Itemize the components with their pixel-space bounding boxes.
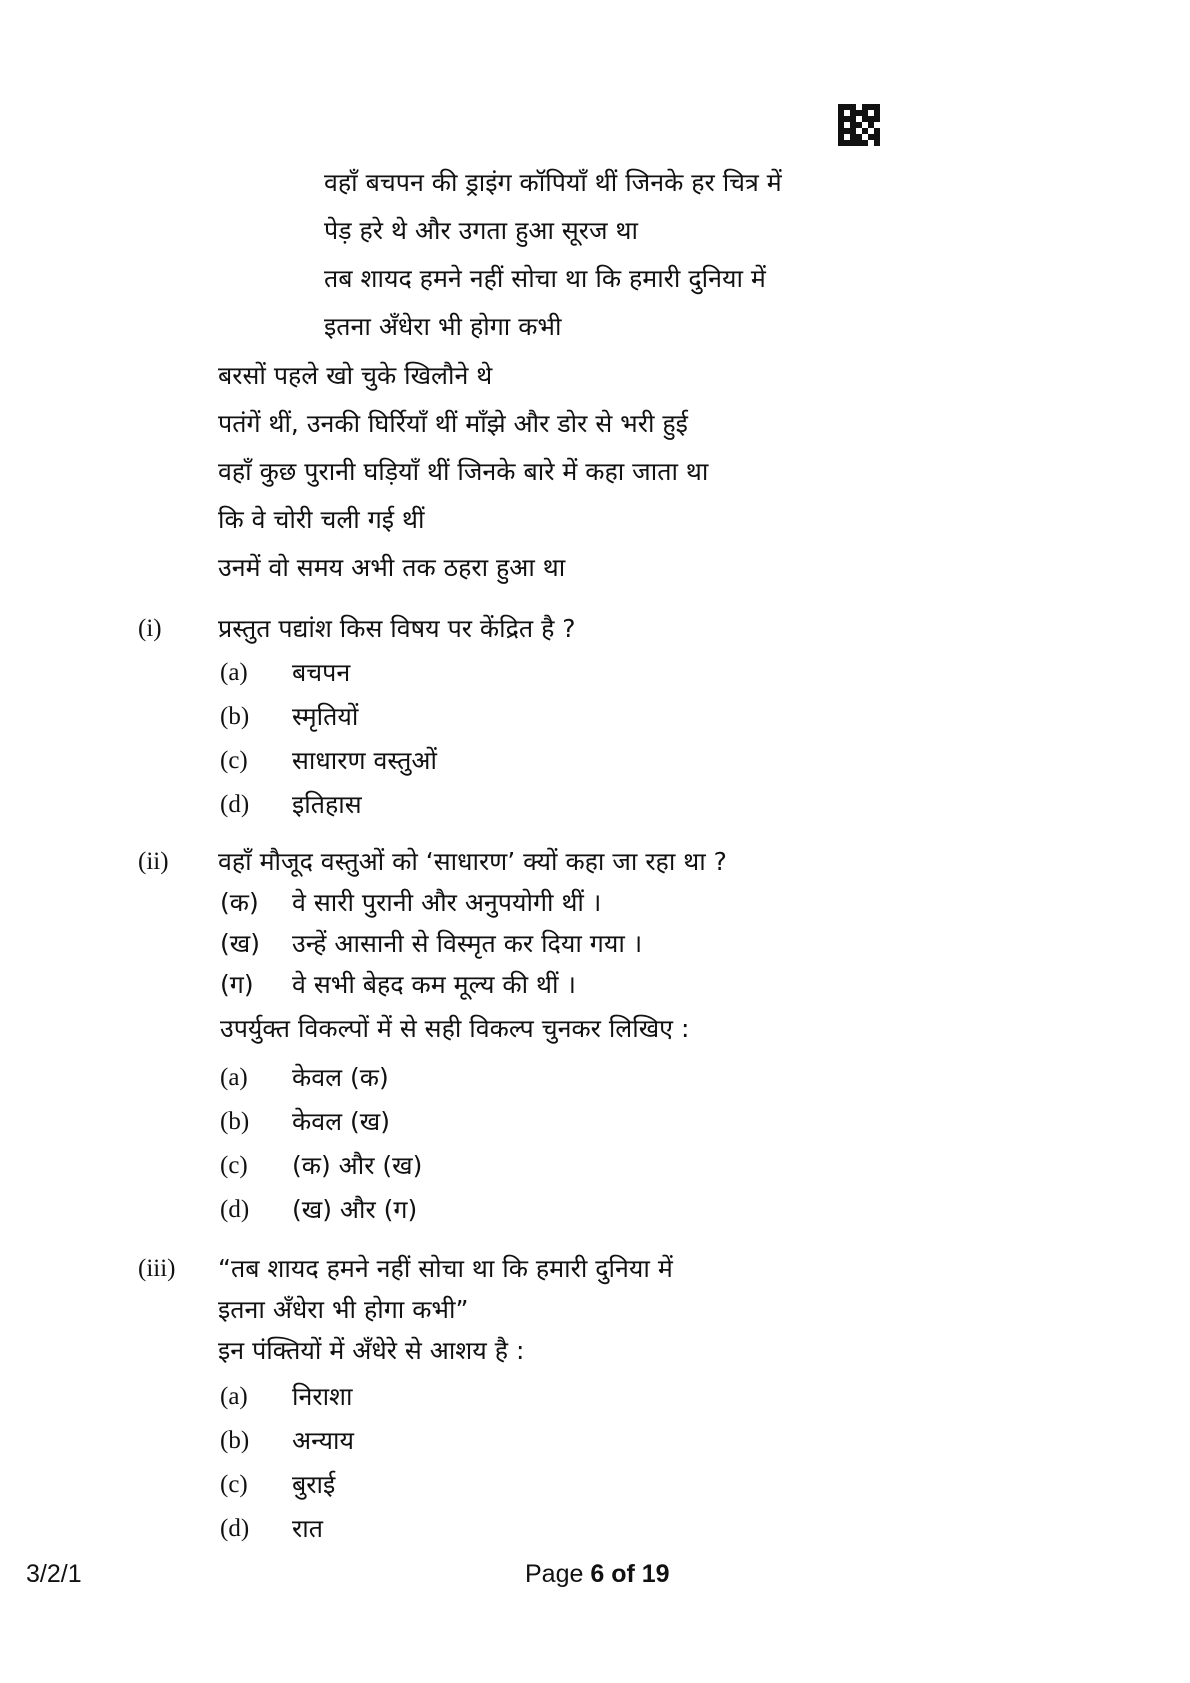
paper-code: 3/2/1 [26, 1560, 82, 1588]
option-label: (a) [220, 1064, 248, 1091]
option-text: (क) और (ख) [292, 1151, 423, 1180]
quote-line: इतना अँधेरा भी होगा कभी” [218, 1295, 469, 1324]
poem-line: पेड़ हरे थे और उगता हुआ सूरज था [324, 216, 638, 245]
poem-line: उनमें वो समय अभी तक ठहरा हुआ था [218, 553, 566, 582]
option-text: केवल (क) [292, 1063, 389, 1092]
option-label: (c) [220, 1152, 248, 1179]
statement-text: उन्हें आसानी से विस्मृत कर दिया गया । [292, 929, 643, 958]
poem-line: वहाँ कुछ पुरानी घड़ियाँ थीं जिनके बारे में कहा जाता था [218, 457, 709, 486]
page-number [525, 1560, 670, 1589]
poem-line: तब शायद हमने नहीं सोचा था कि हमारी दुनिया में [324, 264, 766, 293]
option-text: साधारण वस्तुओं [292, 746, 437, 775]
statement-label: (ख) [220, 929, 260, 958]
option-label: (d) [220, 1515, 250, 1542]
option-label: (a) [220, 1383, 248, 1410]
poem-line: बरसों पहले खो चुके खिलौने थे [218, 361, 493, 390]
option-text: अन्याय [292, 1426, 354, 1455]
option-label: (b) [220, 1108, 250, 1135]
page-total: 19 [641, 1560, 670, 1588]
statement-text: वे सभी बेहद कम मूल्य की थीं । [292, 970, 576, 999]
instruction-text: उपर्युक्त विकल्पों में से सही विकल्प चुनकर लिखिए : [220, 1014, 690, 1043]
option-text: (ख) और (ग) [292, 1195, 418, 1224]
option-text: बचपन [292, 658, 351, 687]
page-prefix: Page [525, 1560, 591, 1588]
poem-line: वहाँ बचपन की ड्राइंग कॉपियाँ थीं जिनके हर चित्र में [324, 168, 782, 197]
question-text: वहाँ मौजूद वस्तुओं को ‘साधारण’ क्यों कहा जा रहा था ? [218, 847, 727, 876]
question-text: इन पंक्तियों में अँधेरे से आशय है : [218, 1336, 525, 1365]
option-label: (b) [220, 703, 250, 730]
option-label: (c) [220, 747, 248, 774]
question-number: (i) [138, 615, 162, 642]
question-number: (ii) [138, 848, 169, 875]
option-text: रात [292, 1514, 323, 1543]
option-text: बुराई [292, 1470, 336, 1499]
statement-label: (ग) [220, 970, 254, 999]
statement-label: (क) [220, 888, 259, 917]
quote-line: “तब शायद हमने नहीं सोचा था कि हमारी दुनिया में [218, 1254, 673, 1283]
option-label: (c) [220, 1471, 248, 1498]
option-text: निराशा [292, 1382, 353, 1411]
page-of: of [604, 1560, 642, 1588]
option-label: (d) [220, 791, 250, 818]
option-text: केवल (ख) [292, 1107, 390, 1136]
poem-line: इतना अँधेरा भी होगा कभी [324, 312, 562, 341]
option-label: (b) [220, 1427, 250, 1454]
poem-line: पतंगें थीं, उनकी घिर्रियाँ थीं माँझे और डोर से भरी हुई [218, 409, 688, 438]
option-text: स्मृतियों [292, 702, 359, 731]
qr-code-icon [838, 104, 880, 146]
option-label: (d) [220, 1196, 250, 1223]
question-number: (iii) [138, 1255, 176, 1282]
option-text: इतिहास [292, 790, 362, 819]
page-current: 6 [590, 1560, 605, 1588]
statement-text: वे सारी पुरानी और अनुपयोगी थीं । [292, 888, 602, 917]
option-label: (a) [220, 659, 248, 686]
question-text: प्रस्तुत पद्यांश किस विषय पर केंद्रित है ? [218, 614, 576, 643]
poem-line: कि वे चोरी चली गई थीं [218, 505, 425, 534]
